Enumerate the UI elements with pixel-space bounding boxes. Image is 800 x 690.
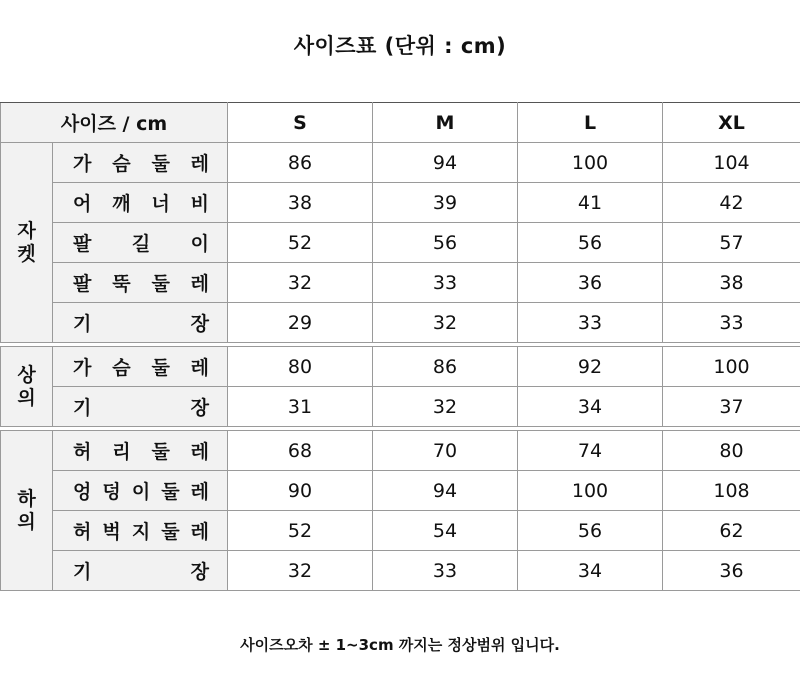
measurement-label-char: 슴 [112, 357, 131, 379]
measurement-label-char: 레 [190, 441, 210, 463]
measurement-label-char: 지 [131, 521, 151, 543]
measurement-label-char: 둘 [151, 273, 170, 295]
measurement-label-char: 어 [73, 193, 92, 215]
measurement-label-char: 팔 [73, 273, 92, 295]
table-row [1, 471, 800, 511]
table-row [1, 303, 800, 343]
measurement-label-char: 둘 [151, 357, 170, 379]
measurement-value: 41 [518, 183, 663, 223]
header-size-l: L [518, 103, 663, 143]
measurement-label-char: 둘 [151, 441, 170, 463]
table-row [1, 431, 800, 471]
measurement-value: 100 [663, 347, 800, 387]
measurement-label-char: 이 [190, 233, 210, 255]
measurement-value: 38 [228, 183, 373, 223]
measurement-value: 57 [663, 223, 800, 263]
measurement-value: 100 [518, 143, 663, 183]
measurement-label-char: 레 [190, 481, 209, 503]
measurement-label-char: 이 [131, 481, 151, 503]
section-label [1, 143, 53, 343]
measurement-value: 56 [518, 223, 663, 263]
section-label-char: 자 [17, 219, 36, 242]
measurement-label-char: 뚝 [112, 273, 131, 295]
table-row [1, 183, 800, 223]
header-size-s: S [228, 103, 373, 143]
size-table [0, 102, 800, 591]
measurement-label-char: 장 [190, 313, 210, 335]
measurement-value: 80 [663, 431, 800, 471]
header-size-xl: XL [663, 103, 800, 143]
table-row [1, 511, 800, 551]
measurement-value: 94 [373, 471, 518, 511]
measurement-label-char: 길 [131, 233, 151, 255]
measurement-label-char: 레 [190, 357, 210, 379]
measurement-value: 32 [373, 303, 518, 343]
section-label-char: 켓 [17, 242, 36, 265]
measurement-value: 90 [228, 471, 373, 511]
measurement-value: 31 [228, 387, 373, 427]
measurement-label-char: 둘 [151, 153, 170, 175]
table-row [1, 223, 800, 263]
measurement-label-char: 가 [73, 153, 92, 175]
measurement-value: 42 [663, 183, 800, 223]
measurement-value: 56 [373, 223, 518, 263]
measurement-value: 92 [518, 347, 663, 387]
table-row [1, 263, 800, 303]
measurement-value: 80 [228, 347, 373, 387]
measurement-value: 86 [373, 347, 518, 387]
section-label [1, 347, 53, 427]
measurement-label [53, 387, 228, 427]
measurement-label [53, 143, 228, 183]
measurement-value: 52 [228, 223, 373, 263]
measurement-label-char: 기 [73, 397, 92, 419]
table-row [1, 347, 800, 387]
measurement-value: 33 [663, 303, 800, 343]
measurement-value: 32 [228, 263, 373, 303]
measurement-value: 38 [663, 263, 800, 303]
measurement-label-char: 레 [190, 153, 210, 175]
measurement-label-char: 허 [73, 521, 92, 543]
table-row [1, 551, 800, 591]
section-label-char: 의 [17, 386, 36, 409]
table-row [1, 143, 800, 183]
measurement-label-char: 둘 [161, 481, 180, 503]
section-label [1, 431, 53, 591]
measurement-label-char: 너 [151, 193, 170, 215]
measurement-label-char: 벅 [102, 521, 121, 543]
measurement-label-char: 레 [190, 273, 210, 295]
measurement-value: 34 [518, 551, 663, 591]
measurement-value: 52 [228, 511, 373, 551]
measurement-label-char: 엉 [73, 481, 92, 503]
section-label-char: 상 [17, 363, 36, 386]
measurement-label [53, 263, 228, 303]
measurement-label [53, 551, 228, 591]
measurement-value: 36 [518, 263, 663, 303]
size-tolerance-note: 사이즈오차 ± 1~3cm 까지는 정상범위 입니다. [240, 636, 560, 654]
measurement-value: 86 [228, 143, 373, 183]
header-row [1, 103, 800, 143]
measurement-value: 37 [663, 387, 800, 427]
measurement-label-char: 비 [190, 193, 210, 215]
measurement-label-char: 장 [190, 397, 210, 419]
measurement-label [53, 511, 228, 551]
measurement-value: 32 [373, 387, 518, 427]
measurement-label [53, 347, 228, 387]
measurement-value: 33 [518, 303, 663, 343]
section-label-char: 하 [17, 487, 36, 510]
measurement-value: 36 [663, 551, 800, 591]
measurement-label [53, 431, 228, 471]
measurement-value: 104 [663, 143, 800, 183]
measurement-value: 32 [228, 551, 373, 591]
measurement-label [53, 223, 228, 263]
measurement-value: 62 [663, 511, 800, 551]
measurement-value: 68 [228, 431, 373, 471]
table-row [1, 387, 800, 427]
measurement-label [53, 183, 228, 223]
measurement-value: 100 [518, 471, 663, 511]
measurement-label-char: 허 [73, 441, 92, 463]
measurement-label-char: 팔 [73, 233, 92, 255]
measurement-value: 33 [373, 263, 518, 303]
measurement-label-char: 리 [112, 441, 131, 463]
measurement-value: 108 [663, 471, 800, 511]
measurement-label [53, 471, 228, 511]
measurement-label [53, 303, 228, 343]
measurement-label-char: 레 [190, 521, 209, 543]
measurement-value: 94 [373, 143, 518, 183]
measurement-value: 33 [373, 551, 518, 591]
measurement-label-char: 가 [73, 357, 92, 379]
page-title: 사이즈표 (단위 : cm) [293, 34, 507, 58]
measurement-label-char: 둘 [161, 521, 180, 543]
header-size-m: M [373, 103, 518, 143]
header-size-unit-label: 사이즈 / cm [1, 103, 228, 143]
measurement-label-char: 깨 [112, 193, 131, 215]
measurement-value: 34 [518, 387, 663, 427]
measurement-label-char: 슴 [112, 153, 131, 175]
measurement-value: 54 [373, 511, 518, 551]
section-label-char: 의 [17, 510, 36, 533]
measurement-value: 56 [518, 511, 663, 551]
measurement-label-char: 기 [73, 313, 92, 335]
measurement-value: 39 [373, 183, 518, 223]
measurement-value: 70 [373, 431, 518, 471]
measurement-value: 29 [228, 303, 373, 343]
measurement-label-char: 장 [190, 561, 210, 583]
measurement-label-char: 덩 [102, 481, 121, 503]
measurement-label-char: 기 [73, 561, 92, 583]
measurement-value: 74 [518, 431, 663, 471]
